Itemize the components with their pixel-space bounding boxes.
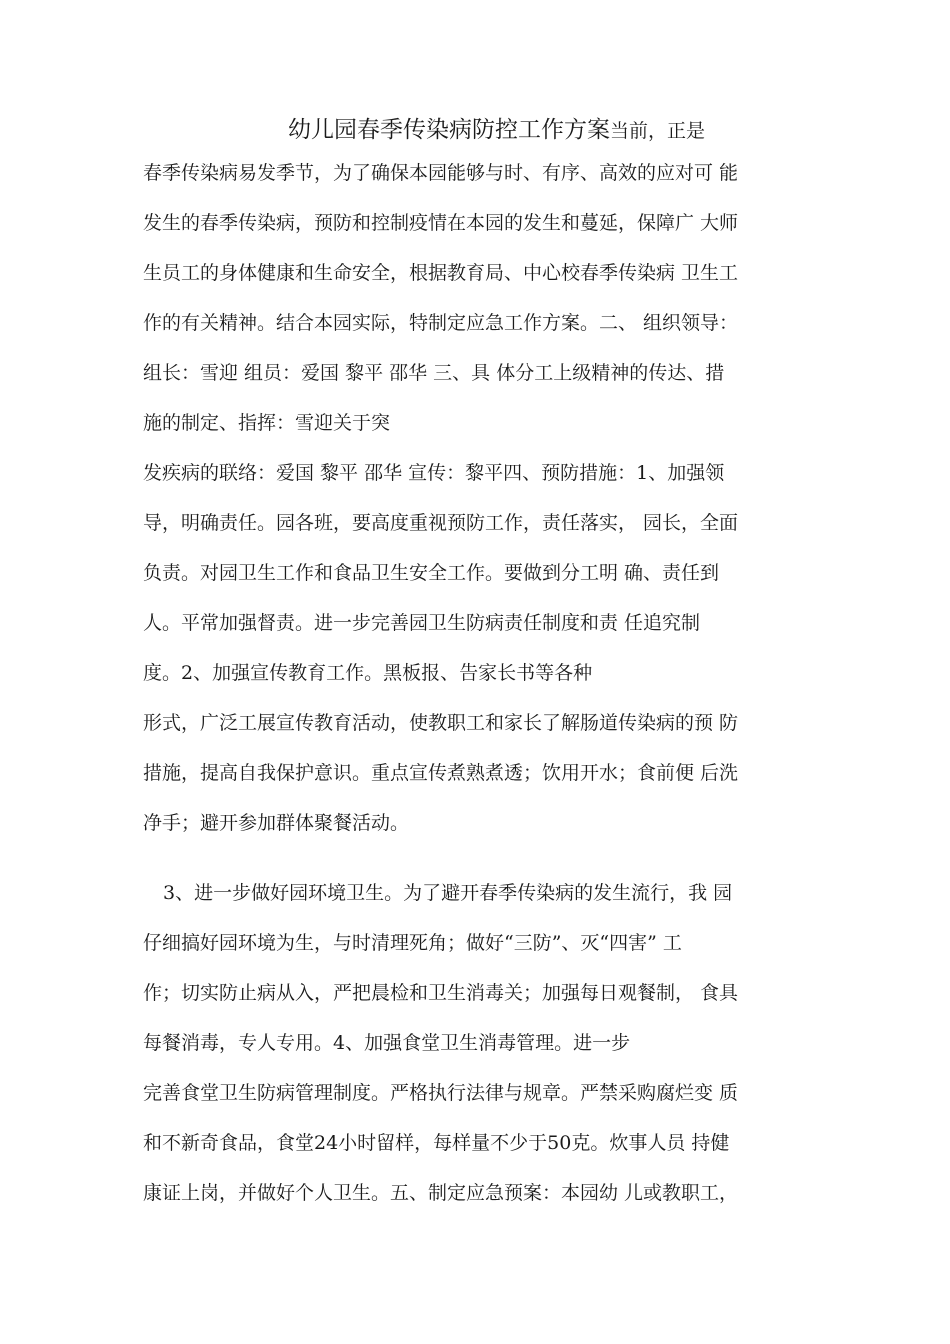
- body-line: 形式，广泛工展宣传教育活动，使教职工和家长了解肠道传染病的预 防: [143, 712, 739, 734]
- document-title: 幼儿园春季传染病防控工作方案: [288, 117, 610, 143]
- body-line: 作；切实防止病从入，严把晨检和卫生消毒关；加强每日观餐制， 食具: [143, 982, 739, 1004]
- body-line: 康证上岗，并做好个人卫生。五、制定应急预案：本园幼 儿或教职工，: [143, 1182, 739, 1204]
- body-line: 和不新奇食品，食堂24小时留样，每样量不少于50克。炊事人员 持健: [143, 1132, 730, 1154]
- title-tail-text: 当前，正是: [610, 120, 706, 142]
- body-line: 仔细搞好园环境为生，与时清理死角；做好“三防”、灭“四害” 工: [143, 932, 682, 954]
- body-line: 导，明确责任。园各班，要高度重视预防工作，责任落实， 园长，全面: [143, 512, 739, 534]
- body-line: 负责。对园卫生工作和食品卫生安全工作。要做到分工明 确、责任到: [143, 562, 720, 584]
- body-line: 生员工的身体健康和生命安全，根据教育局、中心校春季传染病 卫生工: [143, 262, 739, 284]
- body-line: 春季传染病易发季节，为了确保本园能够与时、有序、高效的应对可 能: [143, 162, 739, 184]
- body-line: 人。平常加强督责。进一步完善园卫生防病责任制度和责 任追究制: [143, 612, 701, 634]
- body-line: 发疾病的联络：爱国 黎平 邵华 宣传：黎平四、预防措施：1、加强领: [143, 462, 725, 484]
- body-line: 每餐消毒，专人专用。4、加强食堂卫生消毒管理。进一步: [143, 1032, 631, 1054]
- body-line: 3、进一步做好园环境卫生。为了避开春季传染病的发生流行，我 园: [163, 882, 733, 904]
- title-line: [288, 114, 705, 148]
- body-line: 发生的春季传染病，预防和控制疫情在本园的发生和蔓延，保障广 大师: [143, 212, 739, 234]
- body-line: 净手；避开参加群体聚餐活动。: [143, 812, 410, 834]
- body-line: 作的有关精神。结合本园实际，特制定应急工作方案。二、 组织领导：: [143, 312, 739, 334]
- body-line: 完善食堂卫生防病管理制度。严格执行法律与规章。严禁采购腐烂变 质: [143, 1082, 739, 1104]
- body-line: 度。2、加强宣传教育工作。黑板报、告家长书等各种: [143, 662, 593, 684]
- body-line: 组长：雪迎 组员：爱国 黎平 邵华 三、具 体分工上级精神的传达、措: [143, 362, 725, 384]
- body-line: 措施，提高自我保护意识。重点宣传煮熟煮透；饮用开水；食前便 后洗: [143, 762, 739, 784]
- body-line: 施的制定、指挥：雪迎关于突: [143, 412, 391, 434]
